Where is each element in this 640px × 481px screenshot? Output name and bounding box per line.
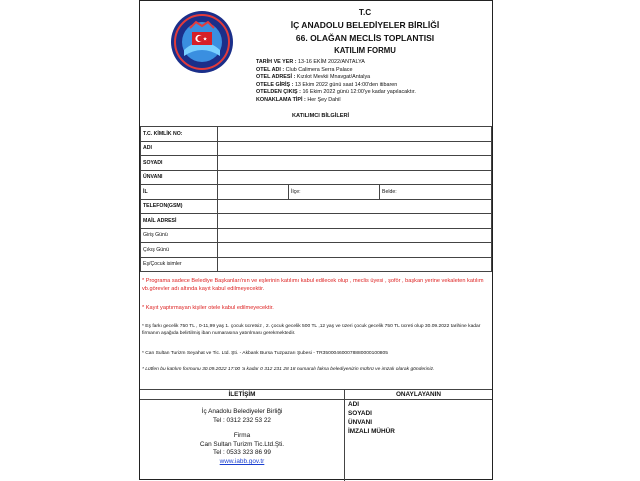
approval-header: ONAYLAYANIN	[345, 390, 492, 400]
info-checkin: OTELE GİRİŞ : 13 Ekim 2022 günü saat 14:00'den itibaren	[256, 81, 398, 88]
input-tc[interactable]	[218, 127, 492, 142]
input-province[interactable]	[218, 185, 289, 200]
label-phone: TELEFON(GSM)	[141, 199, 218, 214]
event-info	[256, 59, 416, 105]
note-fees: * Eş farkı gecelik 750 TL , 0-11,99 yaş 1. çocuk ücretsiz , 2. çocuk gecelik 500 TL ,12 yaş ve üzeri çocuk gecelik 750 TL ücreti olup 30.09.2022 tarihine kadar firmanın aşağıda belirtilmiş iban numarasına yatırılması gerekmektedir.	[142, 324, 481, 336]
website-link[interactable]: www.iabb.gov.tr	[219, 457, 265, 465]
union-logo-icon	[170, 10, 234, 74]
label-email: MAİL ADRESİ	[141, 214, 218, 229]
contact-column	[140, 390, 345, 481]
header-form-title: KATILIM FORMU	[334, 46, 396, 55]
label-spouse-children: Eş/Çocuk isimler	[141, 257, 218, 272]
footer-table	[140, 389, 492, 481]
input-surname[interactable]	[218, 156, 492, 171]
info-hotel-name: OTEL ADI : Club Calimera Serra Palace	[256, 66, 353, 73]
label-surname: SOYADI	[141, 156, 218, 171]
contact-info	[140, 408, 344, 467]
approval-seal: İMZALI MÜHÜR	[348, 428, 395, 435]
label-town: Belde:	[382, 188, 397, 195]
note-registration: * Kayıt yaptırmayan kişiler otele kabul edilmeyecektir.	[142, 305, 274, 311]
input-checkout-day[interactable]	[218, 243, 492, 258]
contact-header: İLETİŞİM	[140, 390, 344, 400]
section-title: KATILIMCI BİLGİLERİ	[292, 113, 350, 119]
header-tc: T.C	[358, 8, 372, 17]
input-town[interactable]	[380, 185, 492, 200]
label-province: İL	[141, 185, 218, 200]
input-checkin-day[interactable]	[218, 228, 492, 243]
info-hotel-address: OTEL ADRESİ : Kızılot Mevkii Mnavgat/Antalya	[256, 74, 371, 81]
input-name[interactable]	[218, 141, 492, 156]
contact-tel2: Tel : 0533 323 86 99	[213, 449, 271, 457]
approval-title: ÜNVANI	[348, 419, 373, 426]
input-district[interactable]	[289, 185, 380, 200]
participant-table	[140, 126, 492, 272]
input-email[interactable]	[218, 214, 492, 229]
label-title: ÜNVANI	[141, 170, 218, 185]
note-eligibility: * Programa sadece Belediye Başkanları'nın ve eşlerinin katılımı kabul edilecek olup , meclis üyesi , şoför , başkan yerine vekaleten katılım vb.görevler adı altında kayıt kabul edilmeyecektir.	[142, 278, 484, 292]
note-fax: * Lütfen bu katılım formunu 30.09.2022 17:00 'a kadar 0 312 231 28 18 numaralı faksa belediyenizin mührü ve imzalı olarak gönderiniz.	[142, 367, 435, 372]
form-page	[139, 0, 493, 480]
approval-surname: SOYADI	[348, 410, 372, 417]
contact-firma: Firma	[233, 432, 251, 440]
input-phone[interactable]	[218, 199, 492, 214]
approval-name: ADI	[348, 401, 360, 408]
header-org: İÇ ANADOLU BELEDİYELER BİRLİĞİ	[290, 20, 440, 30]
contact-org: İç Anadolu Belediyeler Birliği	[201, 408, 283, 415]
header-meeting: 66. OLAĞAN MECLİS TOPLANTISI	[295, 33, 435, 43]
note-bank: * Can Sultan Turizm Seyahat ve Tic. Ltd. Şti. - Akbank Bursa Tuzpazarı Şubesi - TR350004600078880000100805	[142, 351, 388, 356]
label-checkout-day: Çıkış Günü	[141, 243, 218, 258]
label-tc: T.C. KİMLİK NO:	[141, 127, 218, 142]
contact-tel1: Tel : 0312 232 53 22	[213, 416, 271, 424]
approval-column	[345, 390, 492, 481]
contact-company: Can Sultan Turizm Tic.Ltd.Şti.	[199, 440, 285, 448]
info-board-type: KONAKLAMA TİPİ : Her Şey Dahil	[256, 96, 341, 103]
info-date: TARİH VE YER : 13-16 EKİM 2022/ANTALYA	[256, 59, 365, 65]
input-spouse-children[interactable]	[218, 257, 492, 272]
label-name: ADI	[141, 141, 218, 156]
label-checkin-day: Giriş Günü	[141, 228, 218, 243]
label-district: İlçe:	[291, 188, 301, 195]
input-title[interactable]	[218, 170, 492, 185]
info-checkout: OTELDEN ÇIKIŞ : 16 Ekim 2022 günü 12:00'ye kadar yapılacaktır.	[256, 89, 416, 96]
